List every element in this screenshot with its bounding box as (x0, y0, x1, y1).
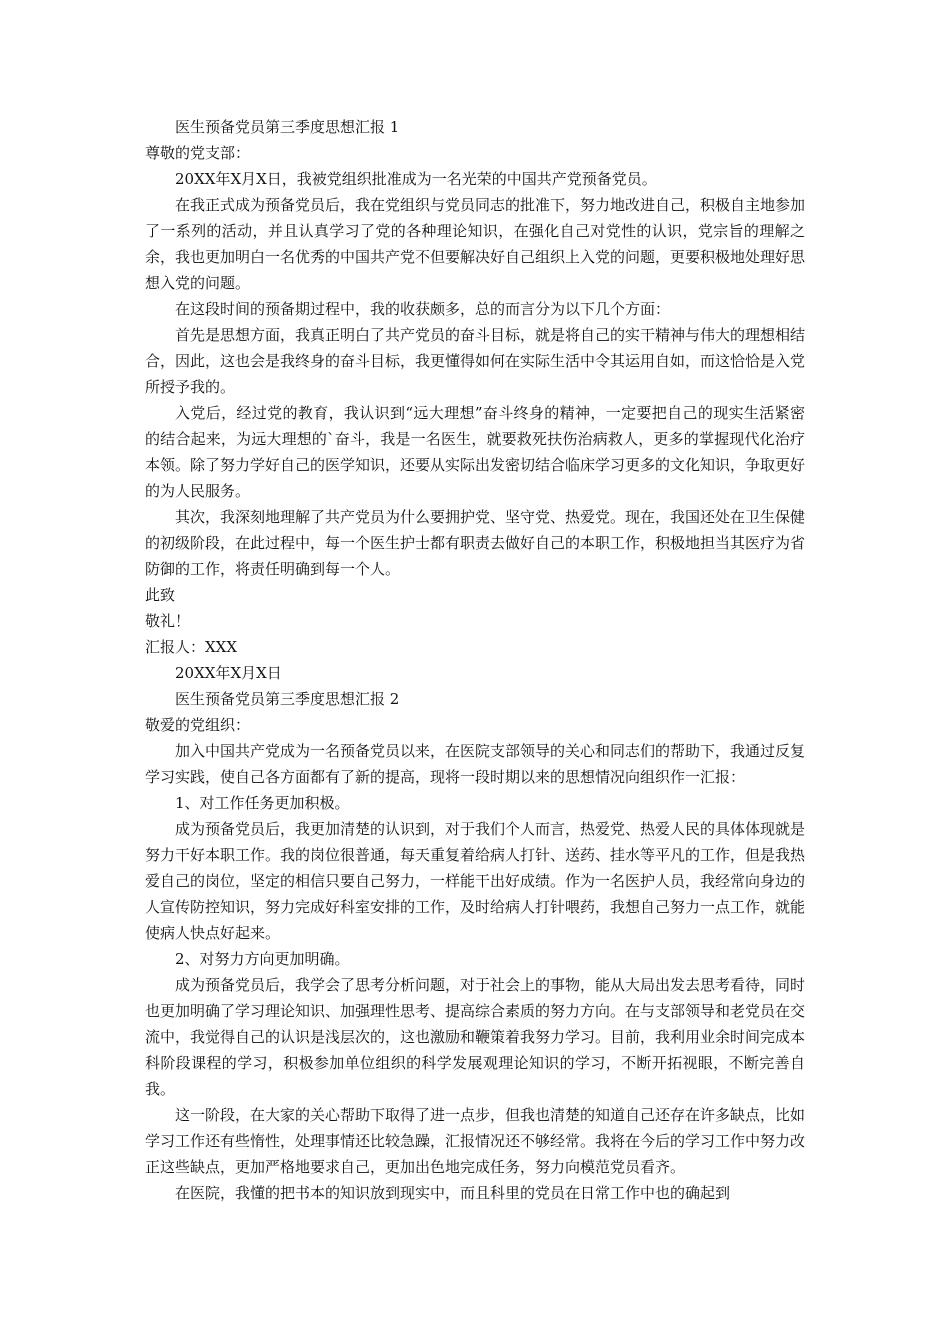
report-1-paragraph: 入党后，经过党的教育，我认识到“远大理想”奋斗终身的精神，一定要把自己的现实生活紧密的结合起来，为远大理想的`奋斗，我是一名医生，就要救死扶伤治病救人，更多的掌握现代化治疗本领。除了努力学好自己的医学知识，还要从实际出发密切结合临床学习更多的文化知识，争取更好的为人民服务。 (145, 404, 806, 500)
report-1-closing: 此致 (145, 586, 176, 604)
report-2-heading: 2、对努力方向更加明确。 (175, 950, 350, 968)
report-2-paragraph: 在医院，我懂的把书本的知识放到现实中，而且科里的党员在日常工作中也的确起到 (175, 1184, 731, 1202)
report-2-paragraph: 成为预备党员后，我更加清楚的认识到，对于我们个人而言，热爱党、热爱人民的具体体现就是努力干好本职工作。我的岗位很普通，每天重复着给病人打针、送药、挂水等平凡的工作，但是我热爱自己的岗位，坚定的相信只要自己努力，一样能干出好成绩。作为一名医护人员，我经常向身边的人宣传防控知识，努力完成好科室安排的工作，及时给病人打针喂药，我想自己努力一点工作，就能使病人快点好起来。 (145, 820, 806, 942)
report-1-paragraph: 首先是思想方面，我真正明白了共产党员的奋斗目标，就是将自己的实干精神与伟大的理想相结合，因此，这也会是我终身的奋斗目标，我更懂得如何在实际生活中令其运用自如，而这恰恰是入党所授予我的。 (145, 326, 806, 396)
report-2-salutation: 敬爱的党组织： (145, 716, 251, 734)
report-1-title: 医生预备党员第三季度思想汇报 1 (175, 118, 400, 136)
report-1-paragraph: 在这段时间的预备期过程中，我的收获颇多，总的而言分为以下几个方面： (175, 300, 671, 318)
report-1-date: 20XX年X月X日 (175, 664, 282, 682)
report-1-paragraph: 其次，我深刻地理解了共产党员为什么要拥护党、坚守党、热爱党。现在，我国还处在卫生保健的初级阶段，在此过程中，每一个医生护士都有职责去做好自己的本职工作，积极地担当其医疗为省防御的工作，将责任明确到每一个人。 (145, 508, 806, 578)
report-2-paragraph: 加入中国共产党成为一名预备党员以来，在医院支部领导的关心和同志们的帮助下，我通过反复学习实践，使自己各方面都有了新的提高，现将一段时期以来的思想情况向组织作一汇报： (145, 742, 806, 786)
report-1-salutation: 尊敬的党支部： (145, 144, 251, 162)
report-2-heading: 1、对工作任务更加积极。 (175, 794, 350, 812)
report-1-paragraph: 20XX年X月X日，我被党组织批准成为一名光荣的中国共产党预备党员。 (175, 170, 657, 188)
report-1-regards: 敬礼！ (145, 612, 191, 630)
report-1-paragraph: 在我正式成为预备党员后，我在党组织与党员同志的批准下，努力地改进自己，积极自主地参加了一系列的活动，并且认真学习了党的各种理论知识，在强化自己对党性的认识，党宗旨的理解之余，我也更加明白一名优秀的中国共产党不但要解决好自己组织上入党的问题，更要积极地处理好思想入党的问题。 (145, 196, 806, 292)
report-2-title: 医生预备党员第三季度思想汇报 2 (175, 690, 400, 708)
report-2-paragraph: 这一阶段，在大家的关心帮助下取得了进一点步，但我也清楚的知道自己还存在许多缺点，比如学习工作还有些惰性，处理事情还比较急躁，汇报情况还不够经常。我将在今后的学习工作中努力改正这些缺点，更加严格地要求自己，更加出色地完成任务，努力向模范党员看齐。 (145, 1106, 806, 1176)
document-body (145, 114, 805, 1206)
report-1-reporter: 汇报人：XXX (145, 638, 238, 656)
report-2-paragraph: 成为预备党员后，我学会了思考分析问题，对于社会上的事物，能从大局出发去思考看待，同时也更加明确了学习理论知识、加强理性思考、提高综合素质的努力方向。在与支部领导和老党员在交流中，我觉得自己的认识是浅层次的，这也激励和鞭策着我努力学习。目前，我利用业余时间完成本科阶段课程的学习，积极参加单位组织的科学发展观理论知识的学习，不断开拓视眼，不断完善自我。 (145, 976, 806, 1098)
